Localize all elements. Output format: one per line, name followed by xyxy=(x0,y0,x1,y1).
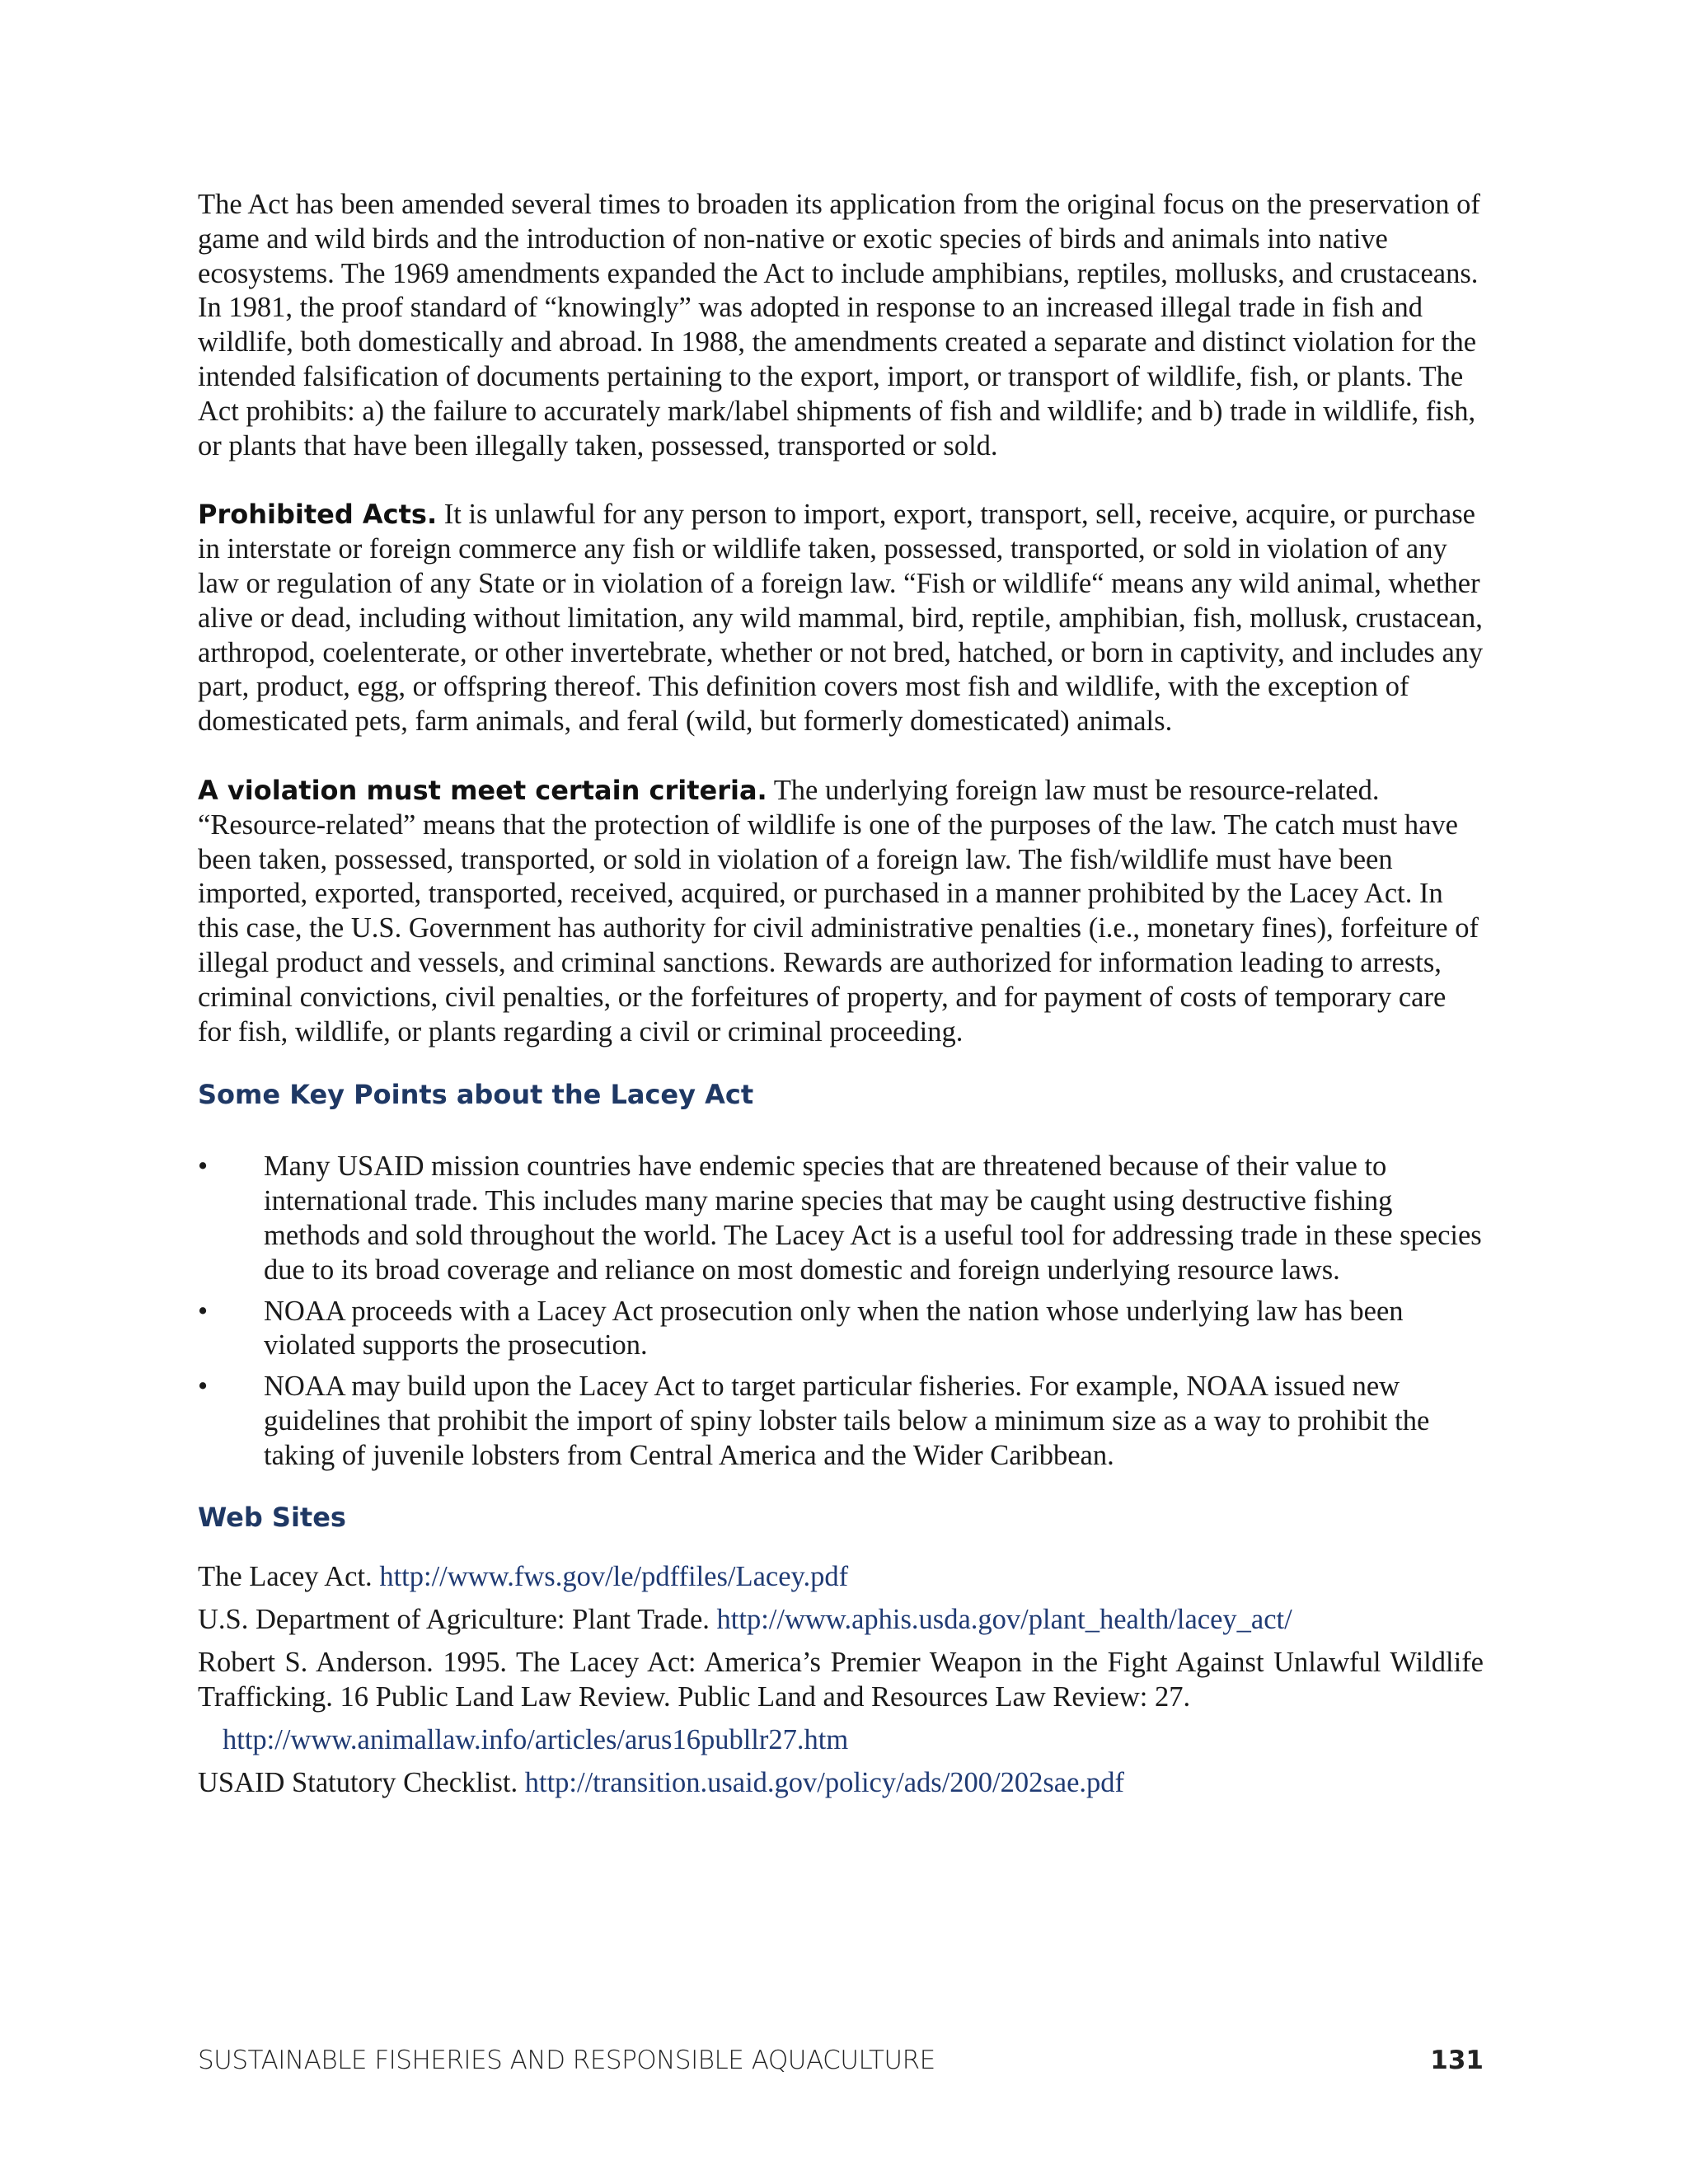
list-item xyxy=(198,1150,1484,1287)
bullet-icon: • xyxy=(198,1295,209,1327)
key-points-list xyxy=(198,1150,1484,1473)
page-footer xyxy=(198,2046,1484,2075)
web-site-link[interactable]: http://www.animallaw.info/articles/arus16publlr27.htm xyxy=(223,1723,849,1755)
violation-criteria-lead: A violation must meet certain criteria. xyxy=(198,774,767,806)
web-site-item xyxy=(198,1645,1484,1757)
web-site-link[interactable]: http://transition.usaid.gov/policy/ads/200/202sae.pdf xyxy=(524,1766,1125,1798)
paragraph-amendments: The Act has been amended several times to broaden its application from the original focus on the preservation of game and wild birds and the introduction of non-native or exotic species of birds and animals into native ecosystems. The 1969 amendments expanded the Act to include amphibians, reptiles, mollusks, and crustaceans. In 1981, the proof standard of “knowingly” was adopted in response to an increased illegal trade in fish and wildlife, both domestically and abroad. In 1988, the amendments created a separate and distinct violation for the intended falsification of documents pertaining to the export, import, or transport of wildlife, fish, or plants. The Act prohibits: a) the failure to accurately mark/label shipments of fish and wildlife; and b) trade in wildlife, fish, or plants that have been illegally taken, possessed, transported or sold. xyxy=(198,189,1480,462)
list-item-text: Many USAID mission countries have endemic species that are threatened because of their value to international trade. This includes many marine species that may be caught using destructive fishing methods and sold throughout the world. The Lacey Act is a useful tool for addressing trade in these species due to its broad coverage and reliance on most domestic and foreign underlying resource laws. xyxy=(264,1151,1482,1286)
web-site-item xyxy=(198,1765,1484,1800)
document-page xyxy=(198,188,1484,1808)
paragraph-violation-criteria xyxy=(198,774,1484,1049)
key-points-heading: Some Key Points about the Lacey Act xyxy=(198,1079,754,1111)
web-site-text: USAID Statutory Checklist. xyxy=(198,1766,525,1798)
web-site-text: The Lacey Act. xyxy=(198,1560,380,1592)
list-item xyxy=(198,1370,1484,1473)
web-site-item xyxy=(198,1559,1484,1594)
prohibited-acts-body: It is unlawful for any person to import, export, transport, sell, receive, acquire, or purchase in interstate or foreign commerce any fish or wildlife taken, possessed, transported, or sold in violation of any law or regulation of any State or in violation of a foreign law. “Fish or wildlife“ means any wild animal, whether alive or dead, including without limitation, any wild mammal, bird, reptile, amphibian, fish, mollusk, crustacean, arthropod, coelenterate, or other invertebrate, whether or not bred, hatched, or born in captivity, and includes any part, product, egg, or offspring thereof. This definition covers most fish and wildlife, with the exception of domesticated pets, farm animals, and feral (wild, but formerly domesticated) animals. xyxy=(198,499,1484,738)
bullet-icon: • xyxy=(198,1371,209,1403)
list-item-text: NOAA proceeds with a Lacey Act prosecution only when the nation whose underlying law has been violated supports the prosecution. xyxy=(264,1295,1404,1361)
web-sites-list xyxy=(198,1559,1484,1800)
web-site-text: U.S. Department of Agriculture: Plant Trade. xyxy=(198,1603,717,1635)
web-site-item xyxy=(198,1602,1484,1637)
web-site-text: Robert S. Anderson. 1995. The Lacey Act: America’s Premier Weapon in the Fight Against Unlawful Wildlife Trafficking. 16 Public Land Law Review. Public Land and Resources Law Review: 27. xyxy=(198,1646,1484,1713)
list-item xyxy=(198,1295,1484,1364)
web-sites-heading: Web Sites xyxy=(198,1501,346,1533)
footer-title: SUSTAINABLE FISHERIES AND RESPONSIBLE AQUACULTURE xyxy=(198,2046,935,2075)
bullet-icon: • xyxy=(198,1151,209,1183)
list-item-text: NOAA may build upon the Lacey Act to target particular fisheries. For example, NOAA issued new guidelines that prohibit the import of spiny lobster tails below a minimum size as a way to prohibit the taking of juvenile lobsters from Central America and the Wider Caribbean. xyxy=(264,1371,1430,1471)
page-number: 131 xyxy=(1430,2046,1484,2075)
web-site-link[interactable]: http://www.aphis.usda.gov/plant_health/lacey_act/ xyxy=(716,1603,1292,1635)
paragraph-prohibited-acts xyxy=(198,498,1484,739)
violation-criteria-body: The underlying foreign law must be resource-related. “Resource-related” means that the protection of wildlife is one of the purposes of the law. The catch must have been taken, possessed, transported, or sold in violation of a foreign law. The fish/wildlife must have been imported, exported, transported, received, acquired, or purchased in a manner prohibited by the Lacey Act. In this case, the U.S. Government has authority for civil administrative penalties (i.e., monetary fines), forfeiture of illegal product and vessels, and criminal sanctions. Rewards are authorized for information leading to arrests, criminal convictions, civil penalties, or the forfeitures of property, and for payment of costs of temporary care for fish, wildlife, or plants regarding a civil or criminal proceeding. xyxy=(198,774,1479,1047)
prohibited-acts-lead: Prohibited Acts. xyxy=(198,499,438,531)
web-site-link[interactable]: http://www.fws.gov/le/pdffiles/Lacey.pdf xyxy=(379,1560,849,1592)
